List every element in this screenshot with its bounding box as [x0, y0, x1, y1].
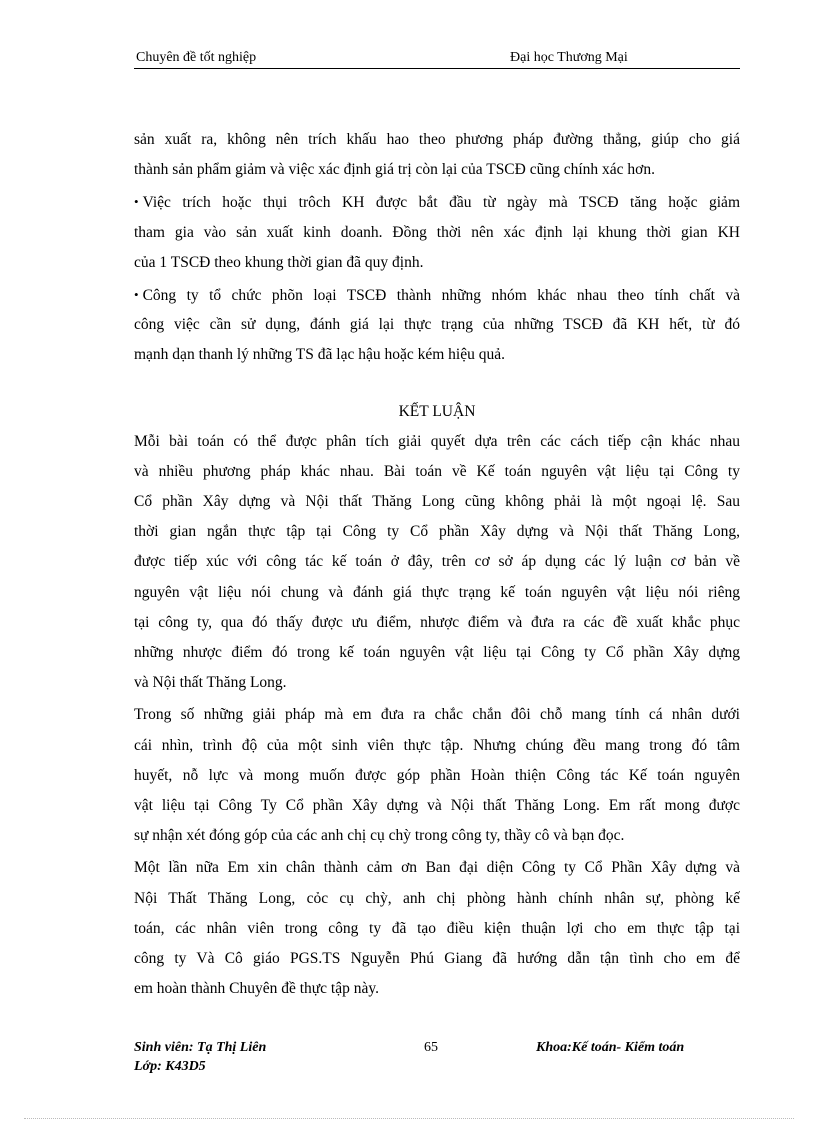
text-line: công ty Và Cô giáo PGS.TS Nguyễn Phú Giang đã hướng dẫn tận tình cho em để	[134, 949, 740, 967]
text-line: công việc cần sử dụng, đánh giá lại thực trạng của những TSCĐ đã KH hết, từ đó	[134, 316, 740, 334]
text-line: mạnh dạn thanh lý những TS đã lạc hậu hoặc kém hiệu quả.	[134, 346, 505, 364]
text-line: thời gian ngắn thực tập tại Công ty Cổ phần Xây dựng và Nội thất Thăng Long,	[134, 523, 740, 541]
text-line: tham gia vào sản xuất kinh doanh. Đồng thời nên xác định lại khung thời gian KH	[134, 223, 740, 241]
text-line: nguyên vật liệu nói chung và đánh giá thực trạng kế toán nguyên vật liệu nói riêng	[134, 583, 740, 601]
text-line: Cổ phần Xây dựng và Nội thất Thăng Long cũng không phải là một ngoại lệ. Sau	[134, 493, 740, 511]
text-line: Một lần nữa Em xin chân thành cảm ơn Ban đại diện Công ty Cổ Phần Xây dựng và	[134, 859, 740, 877]
bullet-icon: •	[134, 194, 139, 210]
text-line: của 1 TSCĐ theo khung thời gian đã quy định.	[134, 253, 424, 271]
bullet-line	[134, 280, 740, 310]
text-span: Việc trích hoặc thụi trôch KH được bắt đầu từ ngày mà TSCĐ tăng hoặc giảm	[142, 194, 740, 212]
document-body	[134, 125, 740, 1004]
page-header	[134, 48, 740, 69]
text-line: Trong số những giải pháp mà em đưa ra chắc chắn đôi chỗ mang tính cá nhân dưới	[134, 706, 740, 724]
text-line: và Nội thất Thăng Long.	[134, 674, 287, 692]
text-line: sản xuất ra, không nên trích khấu hao theo phương pháp đường thẳng, giúp cho giá	[134, 131, 740, 148]
text-line: huyết, nỗ lực và mong muốn được góp phần Hoàn thiện Công tác Kế toán nguyên	[134, 766, 740, 784]
text-line: vật liệu tại Công Ty Cổ phần Xây dựng và Nội thất Thăng Long. Em rất mong được	[134, 796, 740, 814]
text-line: tại công ty, qua đó thấy được ưu điểm, nhược điểm và đưa ra các đề xuất khắc phục	[134, 613, 740, 631]
text-line: thành sản phẩm giảm và việc xác định giá trị còn lại của TSCĐ cũng chính xác hơn.	[134, 161, 655, 179]
page-number: 65	[424, 1040, 438, 1055]
text-line: Nội Thất Thăng Long, cỏc cụ chỳ, anh chị phòng hành chính nhân sự, phòng kế	[134, 889, 740, 907]
section-heading: KẾT LUẬN	[398, 402, 476, 420]
text-line: sự nhận xét đóng góp của các anh chị cụ chỳ trong công ty, thầy cô và bạn đọc.	[134, 827, 625, 845]
text-span: Công ty tổ chức phõn loại TSCĐ thành những nhóm khác nhau theo tính chất và	[142, 286, 740, 304]
text-line: những nhược điểm đó trong kế toán nguyên vật liệu tại Công ty Cổ phần Xây dựng	[134, 644, 740, 661]
text-line: em hoàn thành Chuyên đề thực tập này.	[134, 980, 379, 998]
text-line: toán, các nhân viên trong công ty đã tạo điều kiện thuận lợi cho em thực tập tại	[134, 919, 740, 937]
text-line: được tiếp xúc với công tác kế toán ở đây, trên cơ sở áp dụng các lý luận cơ bản về	[134, 553, 740, 571]
text-line: cái nhìn, trình độ của một sinh viên thực tập. Nhưng chúng đều mang trong đó tâm	[134, 736, 740, 754]
bullet-icon: •	[134, 286, 139, 302]
footer-faculty: Khoa:Kế toán- Kiểm toán	[536, 1040, 685, 1055]
page-bottom-divider	[24, 1118, 794, 1119]
footer-student: Sinh viên: Tạ Thị Liên	[134, 1040, 267, 1055]
text-line: và nhiều phương pháp khác nhau. Bài toán về Kế toán nguyên vật liệu tại Công ty	[134, 462, 740, 480]
header-right-text: Đại học Thương Mại	[510, 50, 628, 65]
footer-class: Lớp: K43D5	[134, 1059, 206, 1074]
header-left-text: Chuyên đề tốt nghiệp	[136, 50, 257, 65]
text-line: Mỗi bài toán có thể được phân tích giải quyết dựa trên các cách tiếp cận khác nhau	[134, 432, 740, 450]
bullet-line	[134, 187, 740, 217]
